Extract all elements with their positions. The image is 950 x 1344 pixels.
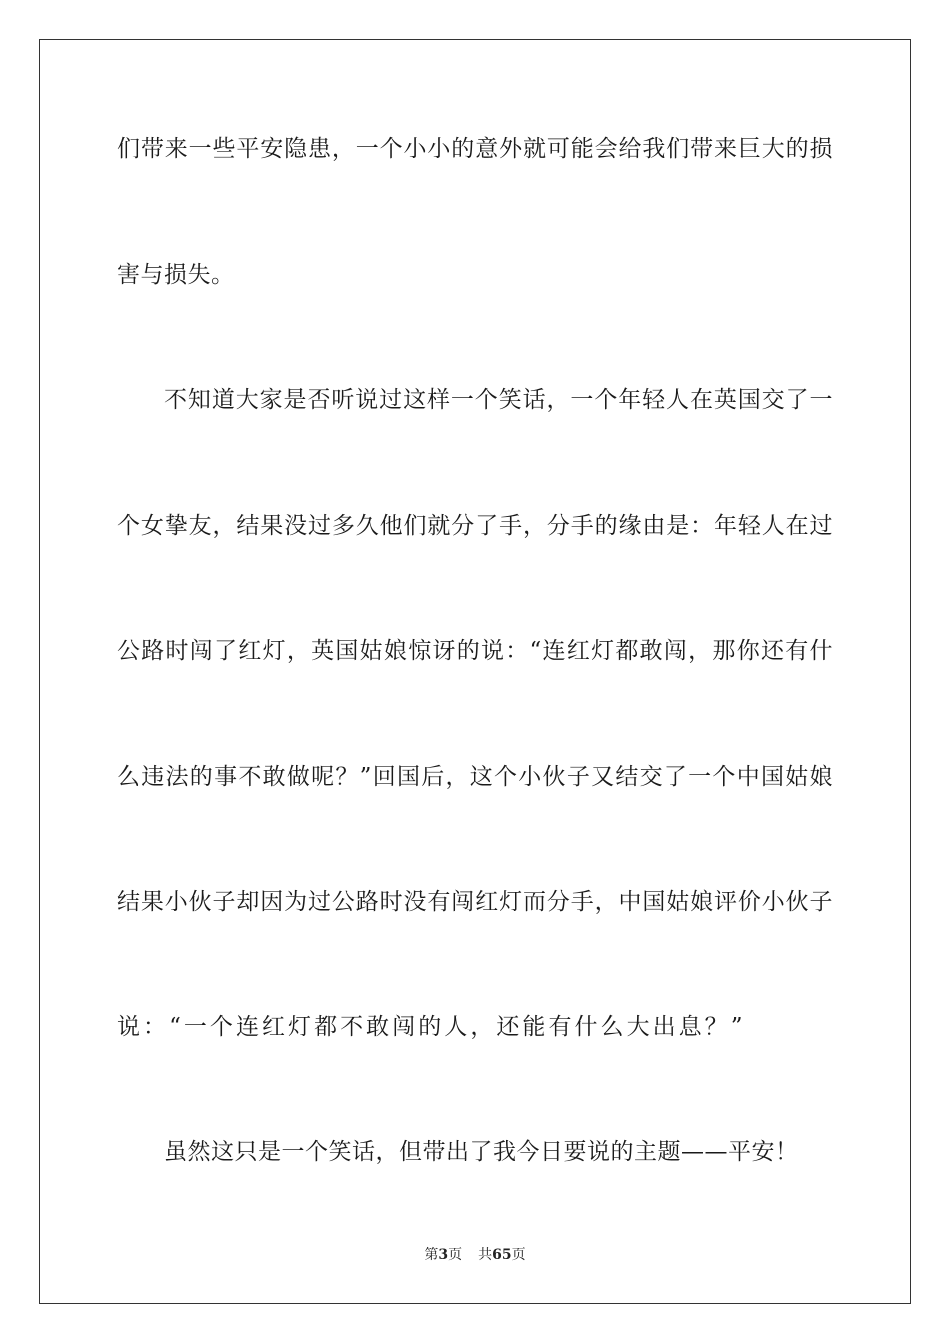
footer-page-suffix: 页 [448, 1247, 463, 1263]
text-line-2: 害与损失。 [117, 262, 235, 288]
text-line-1: 们带来一些平安隐患，一个小小的意外就可能会给我们带来巨大的损 [117, 136, 833, 162]
page-border [39, 39, 911, 1304]
text-line-4: 个女挚友，结果没过多久他们就分了手，分手的缘由是：年轻人在过 [117, 513, 833, 539]
footer-total-prefix: 共 [478, 1247, 493, 1263]
footer-page-number: 3 [438, 1247, 449, 1263]
page-footer [0, 1246, 950, 1264]
text-line-7: 结果小伙子却因为过公路时没有闯红灯而分手，中国姑娘评价小伙子 [117, 889, 833, 915]
footer-page-prefix: 第 [424, 1247, 439, 1263]
text-line-3: 不知道大家是否听说过这样一个笑话，一个年轻人在英国交了一 [164, 387, 833, 413]
footer-total-pages: 65 [492, 1247, 512, 1263]
text-line-8: 说：“一个连红灯都不敢闯的人，还能有什么大出息？” [117, 1014, 743, 1040]
text-line-9: 虽然这只是一个笑话，但带出了我今日要说的主题——平安！ [164, 1139, 799, 1165]
footer-total-suffix: 页 [511, 1247, 526, 1263]
text-line-5: 公路时闯了红灯，英国姑娘惊讶的说：“连红灯都敢闯，那你还有什 [117, 638, 833, 664]
text-line-6: 么违法的事不敢做呢？”回国后，这个小伙子又结交了一个中国姑娘 [117, 764, 833, 790]
